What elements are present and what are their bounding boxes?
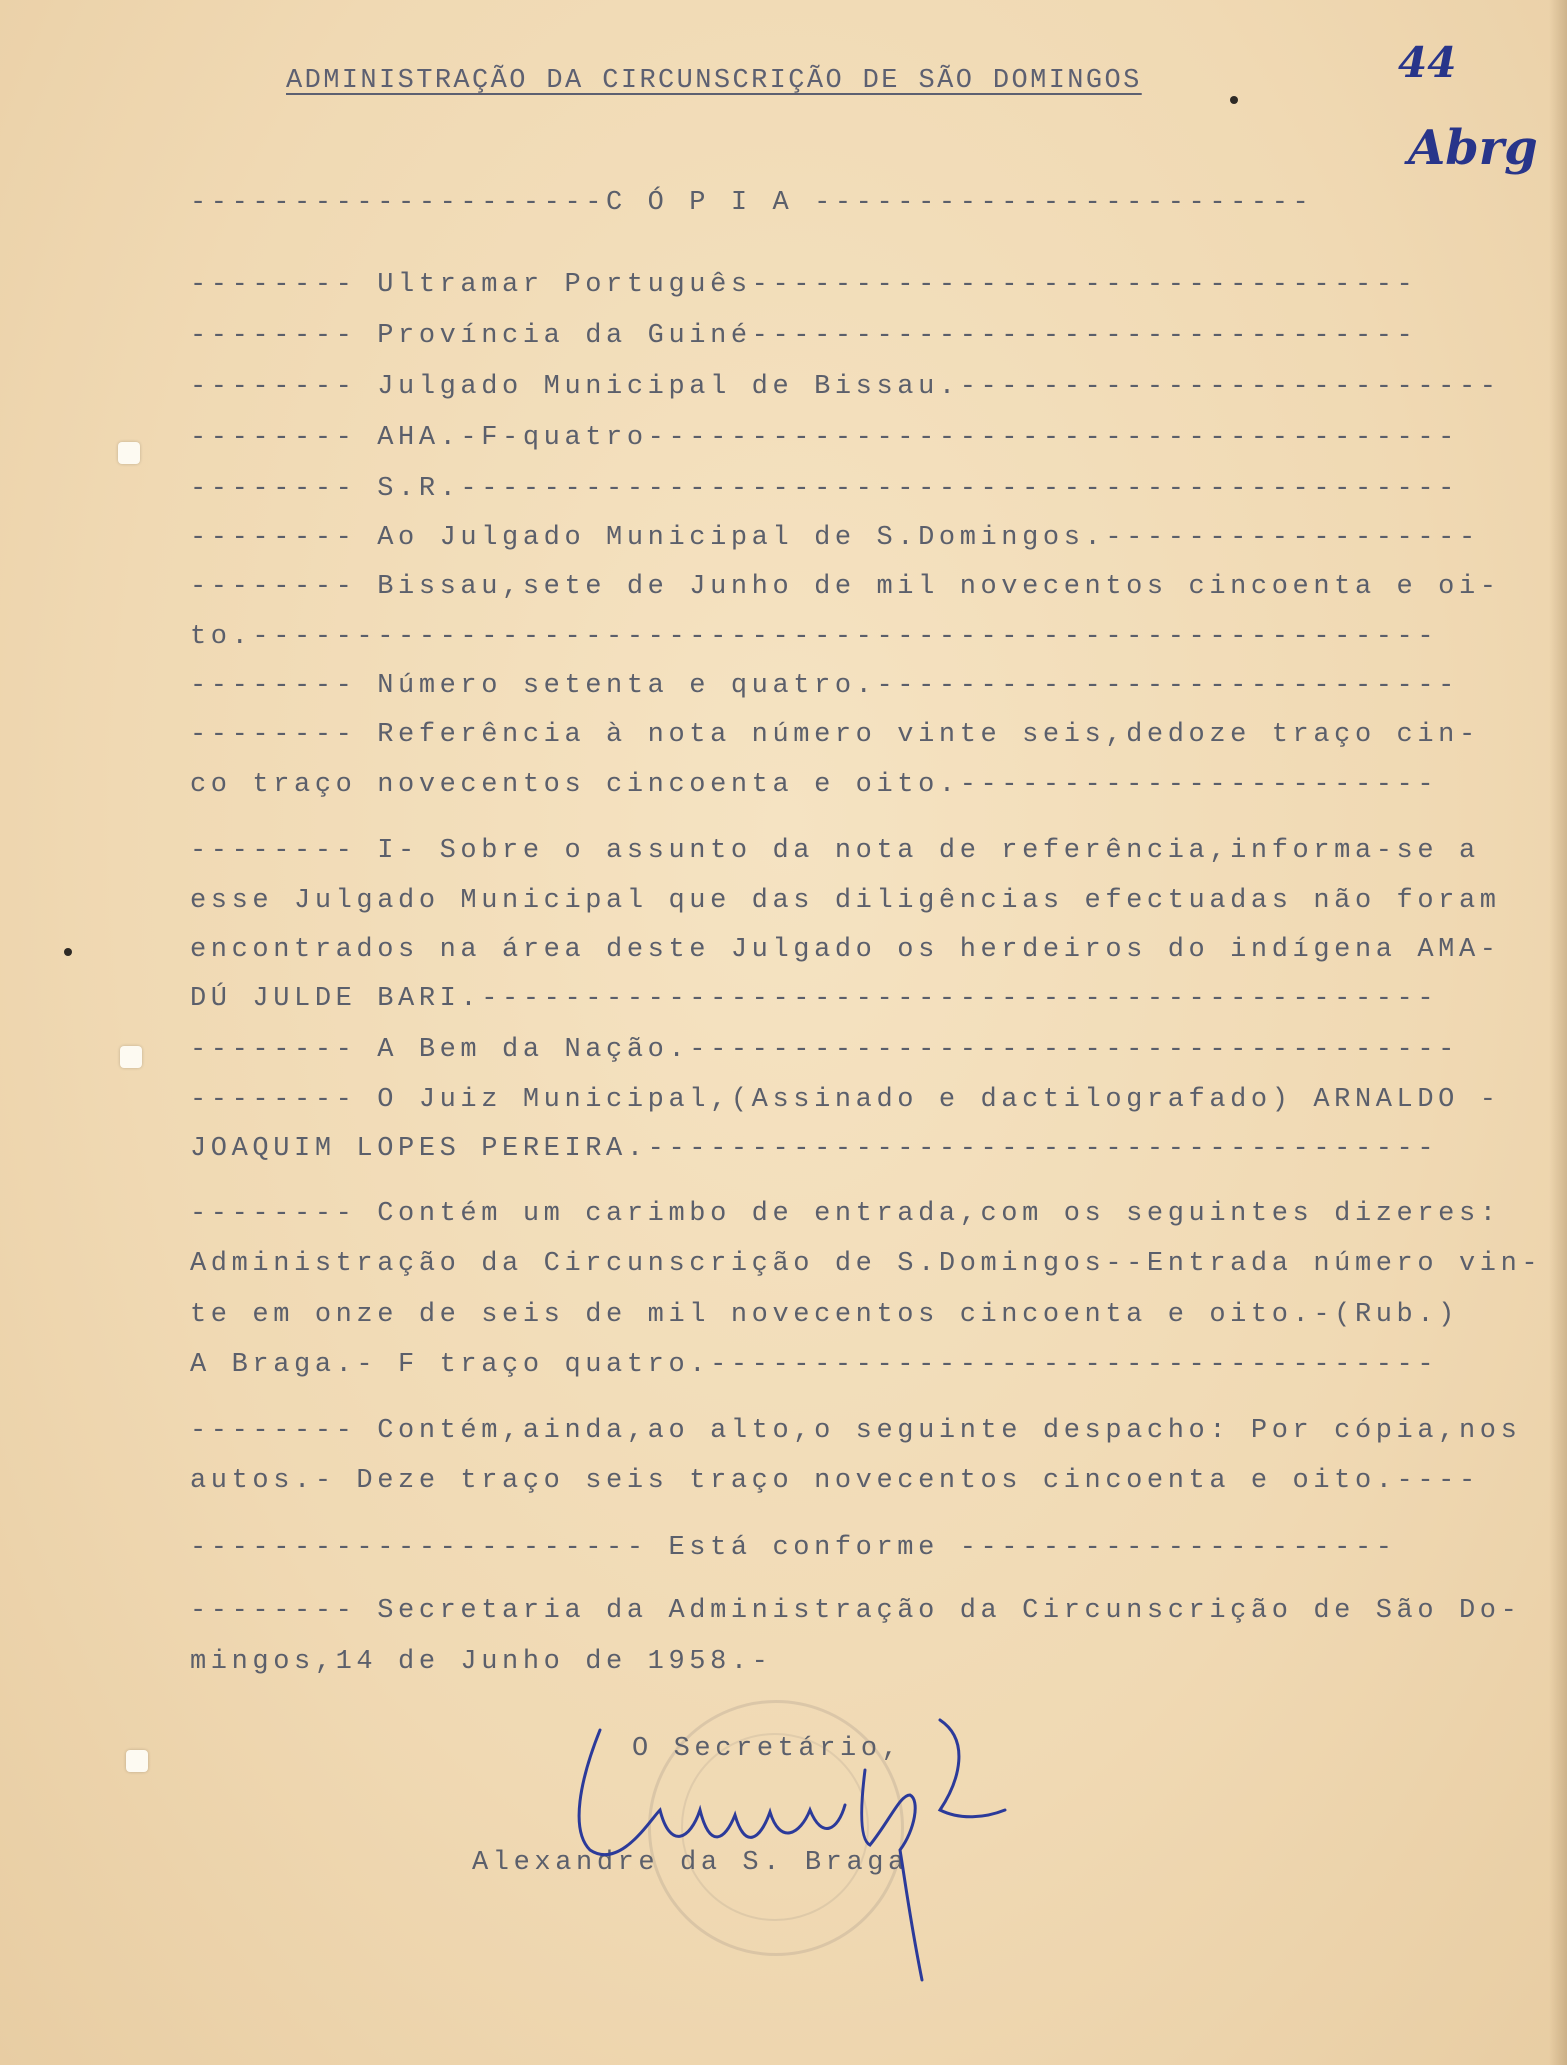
ink-spot: [1230, 96, 1238, 104]
body-line: encontrados na área deste Julgado os herdeiros do indígena AMA-: [190, 935, 1501, 965]
body-line: -------- O Juiz Municipal,(Assinado e dactilografado) ARNALDO -: [190, 1085, 1501, 1115]
secretary-title: O Secretário,: [632, 1734, 903, 1764]
punch-hole-top: [118, 442, 140, 464]
punch-hole-middle: [120, 1046, 142, 1068]
body-line: -------- Julgado Municipal de Bissau.--------------------------: [190, 372, 1501, 402]
body-line: to.---------------------------------------------------------: [190, 622, 1439, 652]
body-line: -------- Bissau,sete de Junho de mil novecentos cincoenta e oi-: [190, 572, 1501, 602]
handwritten-signature: [560, 1700, 1020, 2000]
body-line: -------- Número setenta e quatro.----------------------------: [190, 671, 1459, 701]
handwritten-initials: Abrg: [1408, 120, 1538, 176]
body-line: -------- S.R.------------------------------------------------: [190, 474, 1459, 504]
conformity-line: ---------------------- Está conforme ---------------------: [190, 1533, 1397, 1563]
body-line: esse Julgado Municipal que das diligências efectuadas não foram: [190, 886, 1501, 916]
body-line: -------- Província da Guiné--------------------------------: [190, 321, 1418, 351]
body-line: te em onze de seis de mil novecentos cincoenta e oito.-(Rub.): [190, 1300, 1459, 1330]
punch-hole-bottom: [126, 1750, 148, 1772]
body-line: -------- A Bem da Nação.-------------------------------------: [190, 1035, 1459, 1065]
body-line: -------- Ao Julgado Municipal de S.Domingos.------------------: [190, 523, 1480, 553]
body-line: DÚ JULDE BARI.----------------------------------------------: [190, 984, 1439, 1014]
body-line: -------- Referência à nota número vinte seis,dedoze traço cin-: [190, 720, 1480, 750]
body-line: co traço novecentos cincoenta e oito.-----------------------: [190, 770, 1439, 800]
paper-edge-shadow: [1549, 0, 1567, 2065]
document-header: ADMINISTRAÇÃO DA CIRCUNSCRIÇÃO DE SÃO DOMINGOS: [286, 66, 1142, 96]
copy-heading: --------------------C Ó P I A ------------------------: [190, 188, 1314, 218]
body-line: -------- Ultramar Português--------------------------------: [190, 270, 1418, 300]
date-line: mingos,14 de Junho de 1958.-: [190, 1647, 773, 1677]
body-line: -------- Contém,ainda,ao alto,o seguinte despacho: Por cópia,nos: [190, 1416, 1522, 1446]
body-line: -------- I- Sobre o assunto da nota de referência,informa-se a: [190, 836, 1480, 866]
handwritten-page-number: 44: [1398, 38, 1457, 87]
body-line: -------- Secretaria da Administração da Circunscrição de São Do-: [190, 1596, 1522, 1626]
ink-spot: [64, 948, 72, 956]
secretary-name: Alexandre da S. Braga: [472, 1848, 909, 1878]
body-line: Administração da Circunscrição de S.Domingos--Entrada número vin-: [190, 1249, 1543, 1279]
body-line: -------- AHA.-F-quatro---------------------------------------: [190, 423, 1459, 453]
body-line: autos.- Deze traço seis traço novecentos cincoenta e oito.----: [190, 1466, 1480, 1496]
body-line: -------- Contém um carimbo de entrada,com os seguintes dizeres:: [190, 1199, 1501, 1229]
body-line: JOAQUIM LOPES PEREIRA.--------------------------------------: [190, 1134, 1439, 1164]
body-line: A Braga.- F traço quatro.-----------------------------------: [190, 1350, 1439, 1380]
